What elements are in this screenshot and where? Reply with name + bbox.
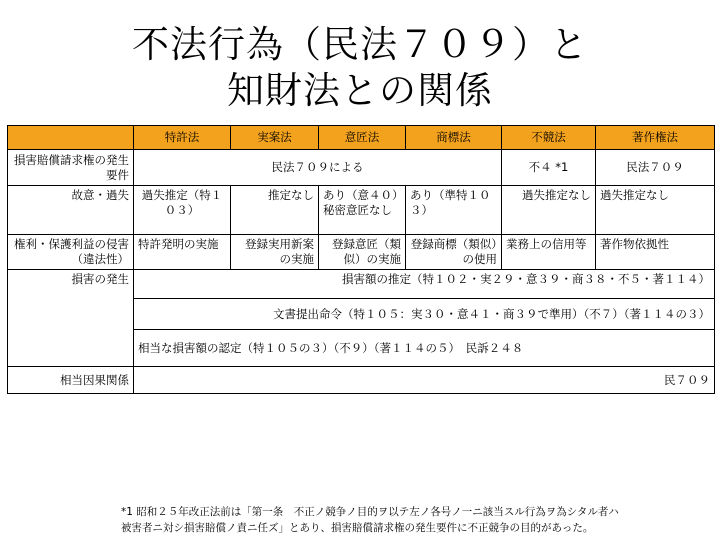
cell-rights-utility: 登録実用新案の実施 [231, 235, 319, 270]
cell-reasonable-damages: 相当な損害額の認定（特１０５の３）（不９）（著１１４の５） 民訴２４８ [134, 330, 715, 367]
cell-causation: 民７０９ [134, 367, 715, 394]
title-line-2: 知財法との関係 [227, 69, 493, 112]
cell-rights-patent: 特許発明の実施 [134, 235, 231, 270]
cell-rights-copyright: 著作物依拠性 [596, 235, 715, 270]
cell-damage-estimation: 損害額の推定（特１０２・実２９・意３９・商３８・不５・著１１４） [134, 270, 715, 299]
cell-rights-trademark: 登録商標（類似）の使用 [406, 235, 502, 270]
cell-document-order: 文書提出命令（特１０５：実３０・意４１・商３９で準用）（不７）（著１１４の３） [134, 299, 715, 330]
cell-intent-patent: 過失推定（特１０３） [134, 186, 231, 235]
row-label-damage-occurrence: 損害の発生 [8, 270, 134, 367]
header-cell-copyright: 著作権法 [596, 126, 715, 150]
cell-intent-unfair: 過失推定なし [502, 186, 596, 235]
header-cell-trademark: 商標法 [406, 126, 502, 150]
footnote [121, 504, 711, 536]
table-row-rights [8, 235, 715, 270]
table-row-intent [8, 186, 715, 235]
header-cell-empty [8, 126, 134, 150]
header-cell-unfair-competition: 不競法 [502, 126, 596, 150]
row-label-causation: 相当因果関係 [8, 367, 134, 394]
cell-intent-trademark: あり（準特１０３） [406, 186, 502, 235]
header-cell-patent: 特許法 [134, 126, 231, 150]
table-row-damage-occurrence [8, 270, 715, 299]
title-line-1: 不法行為（民法７０９）と [132, 23, 588, 66]
row-label-damages-claim: 損害賠償請求権の発生要件 [8, 150, 134, 186]
table-row-causation [8, 367, 715, 394]
cell-damages-unfair: 不４ *1 [502, 150, 596, 186]
header-cell-utility: 実案法 [231, 126, 319, 150]
footnote-line-1: *1 昭和２５年改正法前は「第一条 不正ノ競争ノ目的ヲ以テ左ノ各号ノ一ニ該当スル行為ヲ為シタル者ハ [121, 506, 619, 518]
cell-rights-design: 登録意匠（類似）の実施 [319, 235, 406, 270]
table-row-damages-claim [8, 150, 715, 186]
header-row [8, 126, 715, 150]
cell-damages-civil-code: 民法７０９による [134, 150, 502, 186]
cell-rights-unfair: 業務上の信用等 [502, 235, 596, 270]
comparison-table [7, 125, 715, 394]
cell-intent-design: あり（意４０）秘密意匠なし [319, 186, 406, 235]
header-cell-design: 意匠法 [319, 126, 406, 150]
footnote-line-2: 被害者ニ対シ損害賠償ノ責ニ任ズ」とあり、損害賠償請求権の発生要件に不正競争の目的があった。 [121, 522, 594, 534]
row-label-intent: 故意・過失 [8, 186, 134, 235]
row-label-rights: 権利・保護利益の侵害（違法性） [8, 235, 134, 270]
cell-intent-utility: 推定なし [231, 186, 319, 235]
cell-intent-copyright: 過失推定なし [596, 186, 715, 235]
cell-damages-copyright: 民法７０９ [596, 150, 715, 186]
slide-title [0, 22, 720, 114]
